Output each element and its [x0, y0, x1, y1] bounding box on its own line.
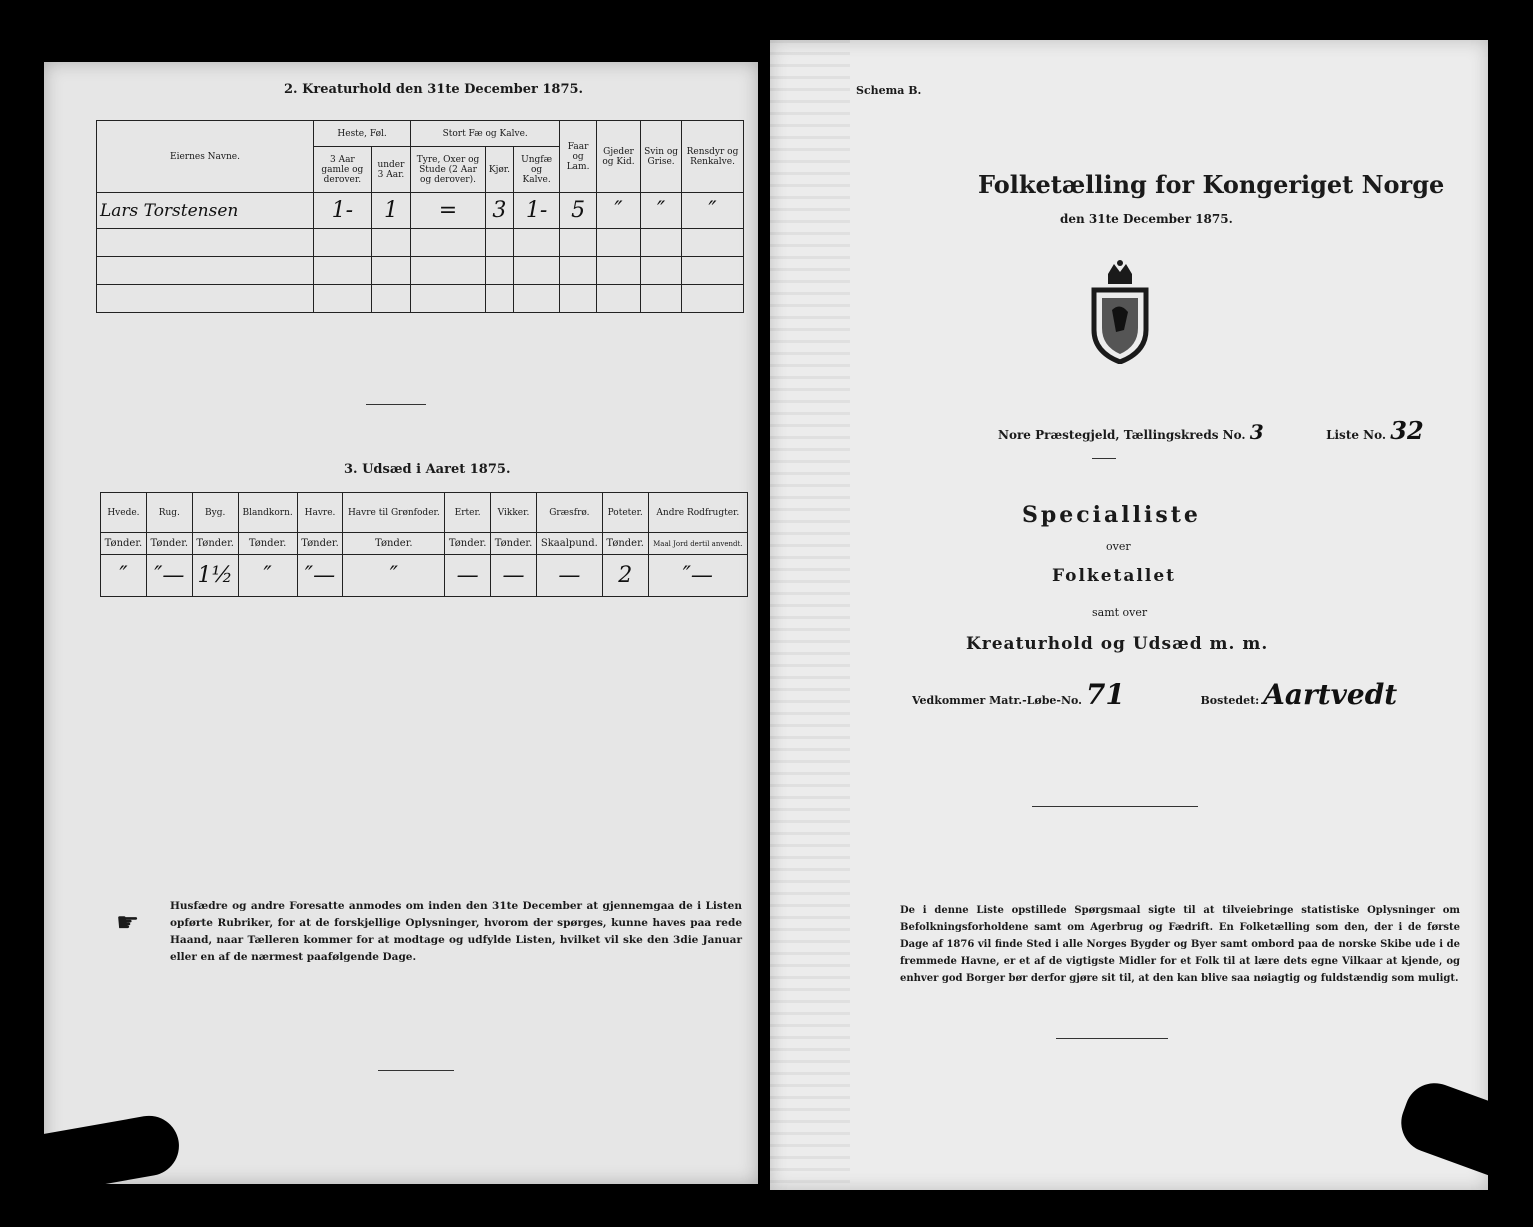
seed-unit: Maal Jord dertil anvendt.: [648, 533, 747, 555]
col-horses-young: under 3 Aar.: [371, 147, 410, 193]
binder-clip-left: [0, 1111, 184, 1205]
liste-label: Liste No.: [1326, 428, 1387, 442]
pointing-hand-icon: ☛: [116, 908, 140, 938]
seed-value: 1½: [192, 555, 238, 597]
seed-unit: Tønder.: [445, 533, 491, 555]
owner-header: Eiernes Navne.: [97, 121, 314, 193]
seed-value: ″: [101, 555, 147, 597]
seed-col: Hvede.: [101, 493, 147, 533]
seed-unit: Tønder.: [238, 533, 297, 555]
value-cell: 1-: [513, 193, 559, 229]
over-text: over: [1106, 540, 1131, 553]
group-horses: Heste, Føl.: [314, 121, 411, 147]
footer-text: De i denne Liste opstillede Spørgsmaal sigte til at tilveiebringe statistiske Oplysninger om Befolkningsforholdene samt om Agerbrug og Fædrift. En Folketælling som den, der i de første Dage af 1876 vil finde Sted i alle Norges Bygder og Byer samt ombord paa de norske Skibe ude i de fremmede Havne, er et af de vigtigste Midler for et Folk til at lære dets egne Vilkaar at kjende, og enhver god Borger bør derfor gjøre sit til, at den kan blive saa nøiagtig og fuldstændig som muligt.: [900, 905, 1460, 984]
left-page: [44, 62, 758, 1184]
seed-col: Poteter.: [602, 493, 648, 533]
col-horses-old: 3 Aar gamle og derover.: [314, 147, 372, 193]
table-row: [97, 193, 744, 229]
seed-value: —: [491, 555, 537, 597]
livestock-table: [96, 120, 744, 313]
matr-number: 71: [1085, 678, 1125, 711]
livestock-title: 2. Kreaturhold den 31te December 1875.: [284, 82, 584, 97]
matr-line: [912, 678, 1397, 711]
seed-unit: Tønder.: [491, 533, 537, 555]
date-line: den 31te December 1875.: [1060, 212, 1233, 226]
samt-over-text: samt over: [1092, 606, 1148, 619]
seed-value: ″—: [648, 555, 747, 597]
bosted-value: Aartvedt: [1263, 678, 1398, 711]
col-calves: Ungfæ og Kalve.: [513, 147, 559, 193]
col-goats: Gjeder og Kid.: [596, 121, 640, 193]
liste-number: 32: [1390, 416, 1424, 445]
specialliste-heading: Specialliste: [1022, 502, 1201, 528]
prestegjeld-value: Nore: [998, 428, 1031, 442]
seed-col: Rug.: [146, 493, 192, 533]
bosted-label: Bostedet:: [1200, 694, 1260, 707]
value-cell: 5: [560, 193, 597, 229]
seed-unit: Tønder.: [602, 533, 648, 555]
divider: [1092, 458, 1116, 459]
seed-col: Vikker.: [491, 493, 537, 533]
seed-unit: Tønder.: [146, 533, 192, 555]
seed-value: —: [536, 555, 602, 597]
value-cell: ″: [682, 193, 744, 229]
col-pigs: Svin og Grise.: [641, 121, 682, 193]
seed-value: 2: [602, 555, 648, 597]
value-cell: 1-: [314, 193, 372, 229]
seed-unit: Tønder.: [297, 533, 343, 555]
col-bulls: Tyre, Oxer og Stude (2 Aar og derover).: [411, 147, 486, 193]
value-cell: 3: [485, 193, 513, 229]
table-row: [101, 555, 748, 597]
seed-value: ″: [238, 555, 297, 597]
owner-name: Lars Torstensen: [97, 193, 314, 229]
divider: [1032, 806, 1198, 807]
seed-unit: Tønder.: [192, 533, 238, 555]
divider: [378, 1070, 454, 1071]
kreds-number: 3: [1249, 420, 1264, 444]
seed-value: ″—: [146, 555, 192, 597]
seed-col: Blandkorn.: [238, 493, 297, 533]
col-sheep: Faar og Lam.: [560, 121, 597, 193]
seed-value: ″: [343, 555, 445, 597]
district-line: [998, 416, 1424, 445]
seed-col: Græsfrø.: [536, 493, 602, 533]
seed-col: Andre Rodfrugter.: [648, 493, 747, 533]
kreaturhold-heading: Kreaturhold og Udsæd m. m.: [966, 634, 1269, 654]
matr-label: Vedkommer Matr.-Løbe-No.: [912, 694, 1082, 707]
group-cattle: Stort Fæ og Kalve.: [411, 121, 560, 147]
seed-unit: Skaalpund.: [536, 533, 602, 555]
value-cell: =: [411, 193, 486, 229]
kreds-label: Tællingskreds No.: [1123, 428, 1246, 442]
seed-unit: Tønder.: [101, 533, 147, 555]
divider: [366, 404, 426, 405]
seed-unit: Tønder.: [343, 533, 445, 555]
col-reindeer: Rensdyr og Renkalve.: [682, 121, 744, 193]
prestegjeld-label: Præstegjeld,: [1035, 428, 1120, 442]
divider: [1056, 1038, 1168, 1039]
seed-title: 3. Udsæd i Aaret 1875.: [344, 462, 511, 477]
seed-value: ″—: [297, 555, 343, 597]
value-cell: ″: [596, 193, 640, 229]
value-cell: 1: [371, 193, 410, 229]
col-cows: Kjør.: [485, 147, 513, 193]
schema-label: Schema B.: [856, 84, 922, 97]
seed-col: Havre.: [297, 493, 343, 533]
seed-table: [100, 492, 748, 597]
main-title: Folketælling for Kongeriget Norge: [978, 170, 1445, 199]
seed-col: Havre til Grønfoder.: [343, 493, 445, 533]
seed-value: —: [445, 555, 491, 597]
coat-of-arms-icon: [1088, 260, 1152, 364]
seed-col: Erter.: [445, 493, 491, 533]
value-cell: ″: [641, 193, 682, 229]
right-page: [770, 40, 1488, 1190]
seed-col: Byg.: [192, 493, 238, 533]
notice-text: Husfædre og andre Foresatte anmodes om inden den 31te December at gjennemgaa de i Listen opførte Rubriker, for at de forskjellige Oplysninger, hvorom der spørges, kunne haves paa rede Haand, naar Tælleren kommer for at modtage og udfylde Listen, hvilket vil ske den 3die Januar eller en af de nærmest paafølgende Dage.: [170, 900, 742, 963]
folketallet-heading: Folketallet: [1052, 566, 1176, 586]
